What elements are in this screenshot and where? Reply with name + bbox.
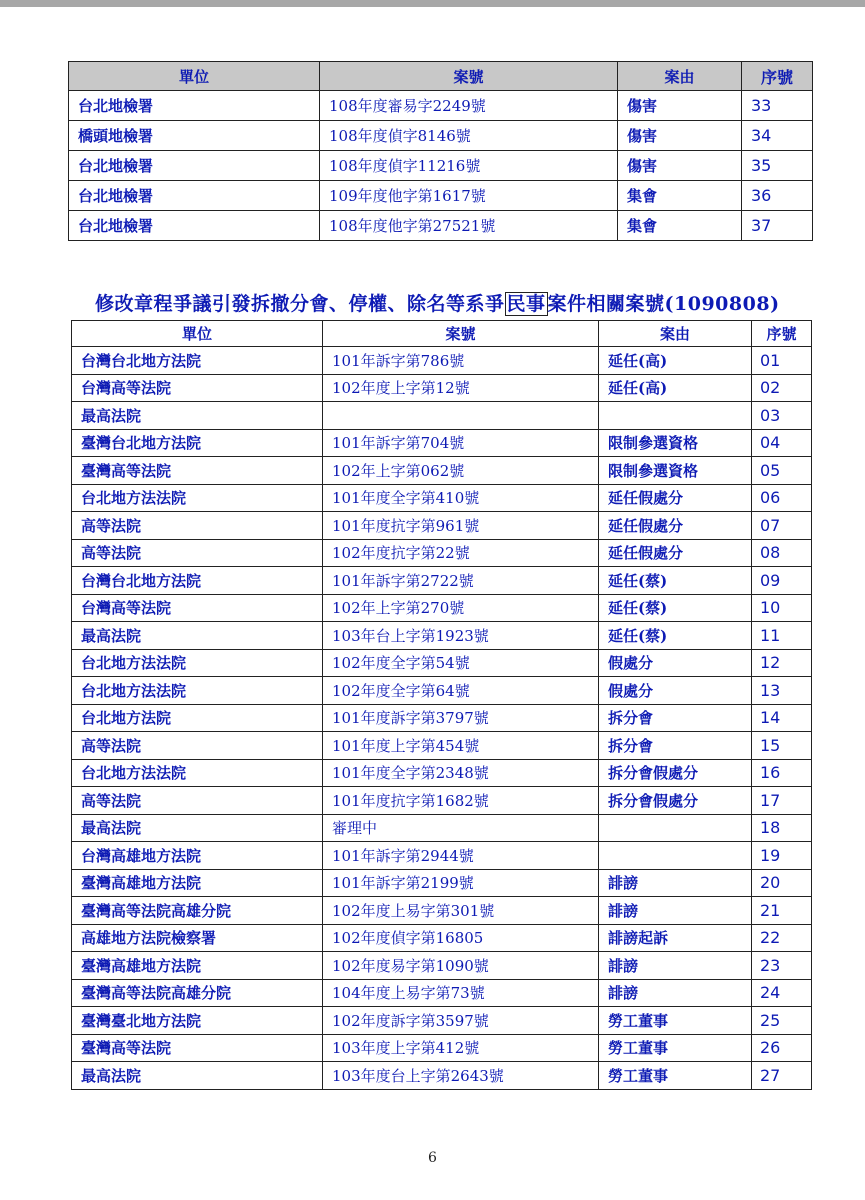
cell-unit: 台北地方法院 [72,704,323,732]
cell-cause: 延任(蔡) [599,622,752,650]
cell-serial: 26 [752,1034,812,1062]
table-row [72,457,812,485]
cell-case-number: 102年度上易字第301號 [323,897,599,925]
cell-serial: 15 [752,732,812,760]
header-unit: 單位 [72,321,323,347]
cell-serial: 02 [752,374,812,402]
cell-case-number: 101年訴字第2722號 [323,567,599,595]
table-header-row [72,321,812,347]
cell-cause: 傷害 [618,121,742,151]
cell-case-number: 101年度全字第410號 [323,484,599,512]
table-row [72,402,812,430]
cell-case-number: 103年度上字第412號 [323,1034,599,1062]
cell-case-number: 108年度他字第27521號 [320,211,618,241]
cell-unit: 最高法院 [72,622,323,650]
cell-cause [599,814,752,842]
table-row [69,151,813,181]
table-row [72,594,812,622]
cell-serial: 19 [752,842,812,870]
cell-cause: 勞工董事 [599,1007,752,1035]
table-row [72,842,812,870]
viewer-top-bar [0,0,865,7]
table-row [72,1062,812,1090]
cell-case-number: 102年度全字第54號 [323,649,599,677]
cell-unit: 高雄地方法院檢察署 [72,924,323,952]
cell-unit: 臺灣高等法院高雄分院 [72,979,323,1007]
cell-serial: 36 [742,181,813,211]
table-row [69,181,813,211]
cell-cause [599,842,752,870]
cell-case-number: 102年度易字第1090號 [323,952,599,980]
table-row [72,952,812,980]
cell-cause: 傷害 [618,151,742,181]
cell-serial: 25 [752,1007,812,1035]
cell-case-number: 102年度全字第64號 [323,677,599,705]
cell-serial: 34 [742,121,813,151]
table-row [69,121,813,151]
cell-unit: 台北地方法法院 [72,677,323,705]
cell-cause [599,402,752,430]
cell-unit: 台北地檢署 [69,91,320,121]
header-case-number: 案號 [323,321,599,347]
cell-case-number: 102年度上字第12號 [323,374,599,402]
cell-serial: 20 [752,869,812,897]
cell-cause: 勞工董事 [599,1062,752,1090]
cell-serial: 04 [752,429,812,457]
cell-serial: 18 [752,814,812,842]
cell-cause: 假處分 [599,677,752,705]
table-row [72,732,812,760]
cell-unit: 臺灣高雄地方法院 [72,952,323,980]
cell-unit: 臺灣高等法院高雄分院 [72,897,323,925]
cell-serial: 08 [752,539,812,567]
cell-unit: 台灣台北地方法院 [72,347,323,375]
cell-unit: 臺灣台北地方法院 [72,429,323,457]
cell-unit: 高等法院 [72,732,323,760]
cell-serial: 03 [752,402,812,430]
cell-unit: 臺灣高等法院 [72,457,323,485]
cell-case-number: 101年度訴字第3797號 [323,704,599,732]
case-table-civil [71,320,812,1090]
cell-cause: 拆分會假處分 [599,759,752,787]
cell-case-number: 101年訴字第2944號 [323,842,599,870]
cell-cause: 假處分 [599,649,752,677]
cell-case-number: 109年度他字第1617號 [320,181,618,211]
table-row [72,677,812,705]
table-row [72,512,812,540]
table-header-row [69,62,813,91]
cell-unit: 高等法院 [72,539,323,567]
cell-cause: 限制參選資格 [599,429,752,457]
cell-case-number [323,402,599,430]
table-row [72,897,812,925]
cell-cause: 拆分會假處分 [599,787,752,815]
cell-serial: 11 [752,622,812,650]
table-row [72,1007,812,1035]
cell-unit: 臺灣高等法院 [72,1034,323,1062]
table-row [72,787,812,815]
cell-unit: 台灣高等法院 [72,374,323,402]
cell-case-number: 103年台上字第1923號 [323,622,599,650]
table-row [72,979,812,1007]
cell-case-number: 101年訴字第704號 [323,429,599,457]
table-row [72,814,812,842]
cell-serial: 23 [752,952,812,980]
cell-serial: 35 [742,151,813,181]
cell-serial: 10 [752,594,812,622]
table-row [72,484,812,512]
table-row [72,869,812,897]
cell-cause: 延任(高) [599,347,752,375]
cell-unit: 臺灣高雄地方法院 [72,869,323,897]
cell-serial: 17 [752,787,812,815]
cell-unit: 高等法院 [72,512,323,540]
cell-serial: 27 [752,1062,812,1090]
table-row [72,704,812,732]
header-cause: 案由 [599,321,752,347]
table-row [72,374,812,402]
header-case-number: 案號 [320,62,618,91]
cell-cause: 延任(高) [599,374,752,402]
cell-serial: 05 [752,457,812,485]
cell-serial: 09 [752,567,812,595]
cell-case-number: 103年度台上字第2643號 [323,1062,599,1090]
cell-cause: 誹謗 [599,897,752,925]
cell-unit: 最高法院 [72,814,323,842]
table-row [69,211,813,241]
cell-case-number: 101年訴字第786號 [323,347,599,375]
cell-serial: 07 [752,512,812,540]
cell-case-number: 101年度抗字第1682號 [323,787,599,815]
cell-serial: 24 [752,979,812,1007]
case-table-criminal [68,61,813,241]
cell-cause: 集會 [618,211,742,241]
cell-case-number: 102年上字第062號 [323,457,599,485]
header-unit: 單位 [69,62,320,91]
cell-case-number: 審理中 [323,814,599,842]
cell-serial: 33 [742,91,813,121]
table-row [69,91,813,121]
cell-case-number: 101年度抗字第961號 [323,512,599,540]
cell-serial: 01 [752,347,812,375]
cell-serial: 37 [742,211,813,241]
cell-case-number: 108年度偵字11216號 [320,151,618,181]
cell-unit: 台北地檢署 [69,151,320,181]
section-title: 修改章程爭議引發拆撤分會、停權、除名等系爭 民事 案件相關案號(1090808) [95,293,780,315]
cell-cause: 勞工董事 [599,1034,752,1062]
table-row [72,347,812,375]
cell-serial: 16 [752,759,812,787]
table-row [72,924,812,952]
cell-unit: 台北地檢署 [69,211,320,241]
cell-unit: 橋頭地檢署 [69,121,320,151]
header-cause: 案由 [618,62,742,91]
table-row [72,1034,812,1062]
cell-cause: 延任假處分 [599,512,752,540]
cell-cause: 傷害 [618,91,742,121]
cell-case-number: 102年度偵字第16805 [323,924,599,952]
cell-unit: 台北地檢署 [69,181,320,211]
cell-unit: 台灣高雄地方法院 [72,842,323,870]
cell-unit: 台北地方法法院 [72,649,323,677]
table-row [72,649,812,677]
cell-cause: 延任(蔡) [599,594,752,622]
cell-serial: 12 [752,649,812,677]
header-serial: 序號 [742,62,813,91]
cell-serial: 13 [752,677,812,705]
cell-unit: 臺灣臺北地方法院 [72,1007,323,1035]
cell-cause: 延任假處分 [599,539,752,567]
table-row [72,567,812,595]
cell-case-number: 108年度審易字2249號 [320,91,618,121]
table-row [72,429,812,457]
cell-case-number: 101年訴字第2199號 [323,869,599,897]
cell-serial: 14 [752,704,812,732]
cell-case-number: 108年度偵字8146號 [320,121,618,151]
cell-cause: 集會 [618,181,742,211]
cell-cause: 延任假處分 [599,484,752,512]
cell-case-number: 102年度抗字第22號 [323,539,599,567]
cell-cause: 限制參選資格 [599,457,752,485]
cell-cause: 誹謗 [599,952,752,980]
cell-serial: 22 [752,924,812,952]
cell-cause: 延任(蔡) [599,567,752,595]
table-row [72,759,812,787]
cell-case-number: 101年度上字第454號 [323,732,599,760]
cell-unit: 台灣台北地方法院 [72,567,323,595]
header-serial: 序號 [752,321,812,347]
cell-unit: 台北地方法法院 [72,759,323,787]
cell-serial: 21 [752,897,812,925]
cell-unit: 台北地方法法院 [72,484,323,512]
table-row [72,622,812,650]
cell-cause: 誹謗起訴 [599,924,752,952]
cell-unit: 最高法院 [72,1062,323,1090]
cell-unit: 高等法院 [72,787,323,815]
cell-case-number: 101年度全字第2348號 [323,759,599,787]
cell-case-number: 102年度訴字第3597號 [323,1007,599,1035]
cell-cause: 誹謗 [599,869,752,897]
page-number: 6 [428,1150,437,1166]
cell-unit: 台灣高等法院 [72,594,323,622]
cell-serial: 06 [752,484,812,512]
cell-case-number: 104年度上易字第73號 [323,979,599,1007]
cell-case-number: 102年上字第270號 [323,594,599,622]
cell-cause: 拆分會 [599,704,752,732]
cell-cause: 拆分會 [599,732,752,760]
cell-unit: 最高法院 [72,402,323,430]
table-row [72,539,812,567]
cell-cause: 誹謗 [599,979,752,1007]
section-title-highlight: 民事 [506,293,546,315]
